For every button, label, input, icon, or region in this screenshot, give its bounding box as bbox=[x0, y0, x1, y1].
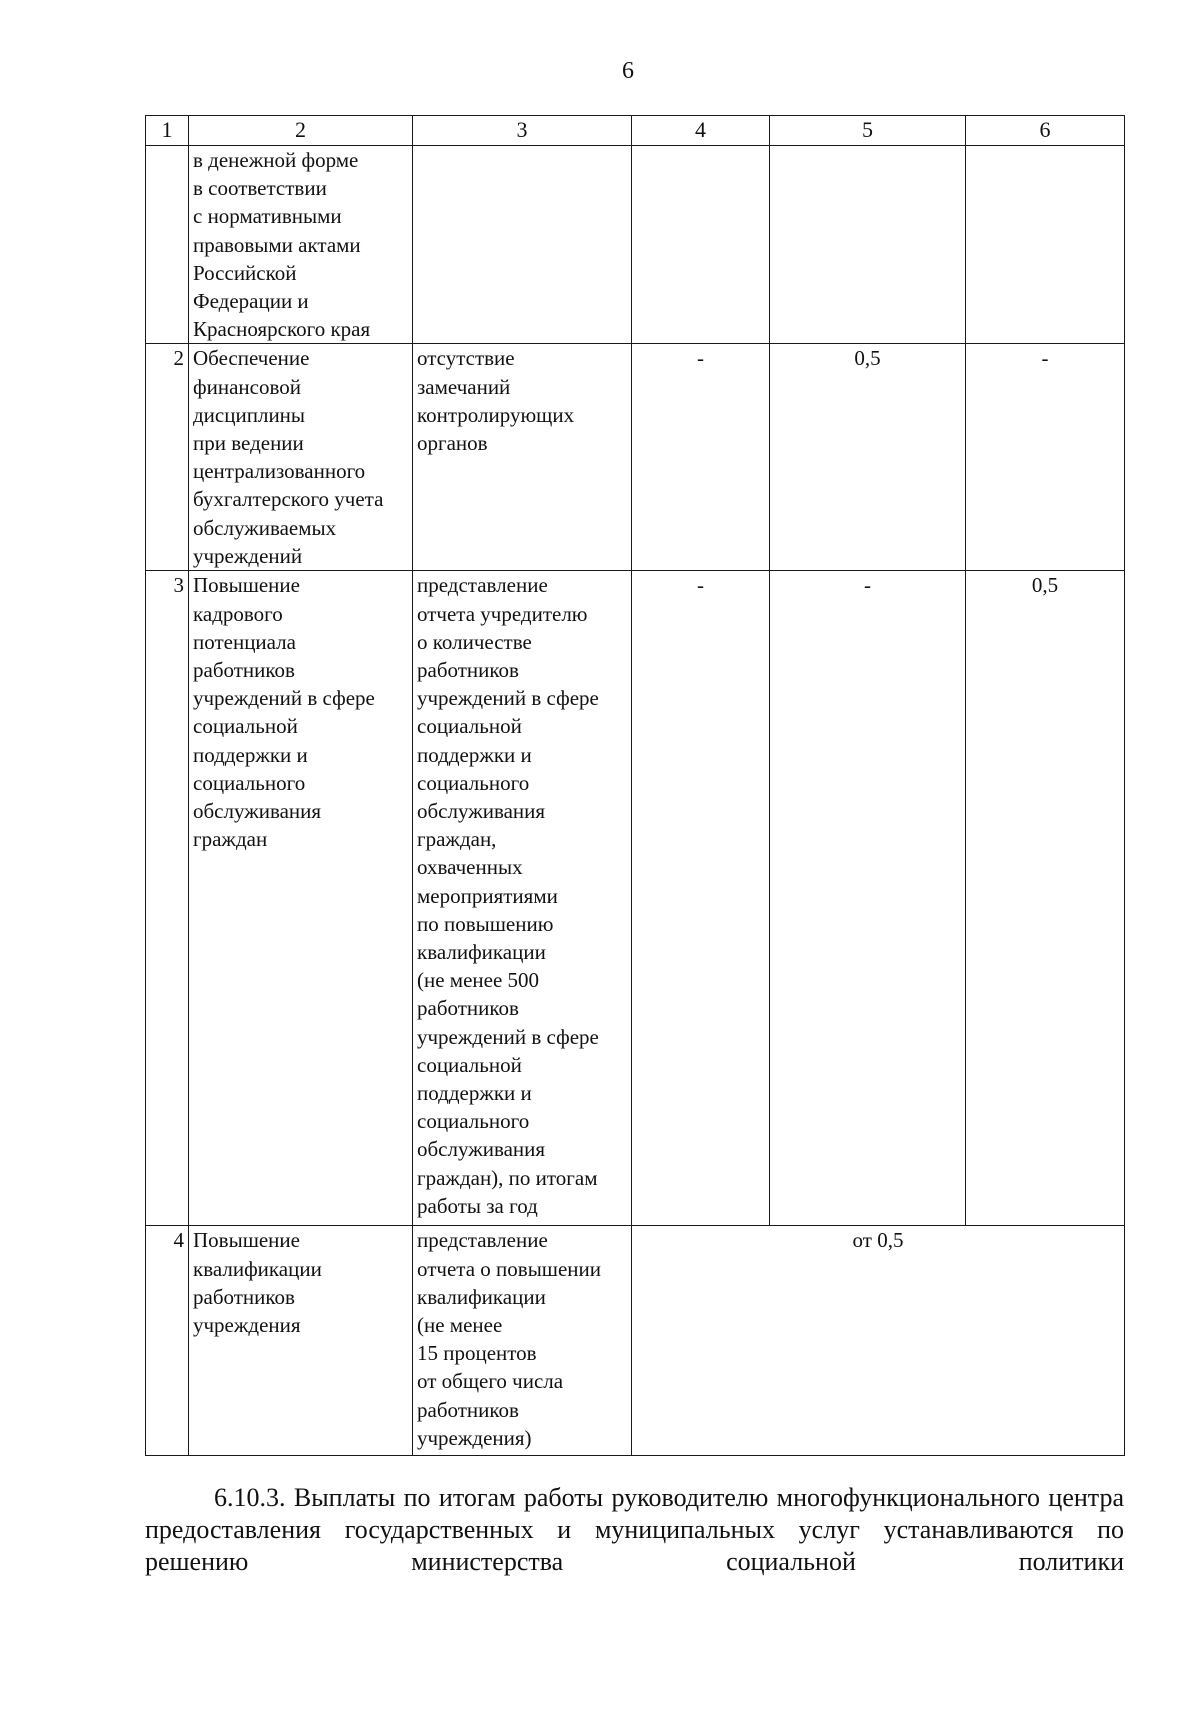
indicator-cell: в денежной форме в соответствии с нормативными правовыми актами Российской Федерации и Красноярского края bbox=[189, 146, 413, 344]
value-col-4: - bbox=[632, 344, 770, 571]
header-col-5: 5 bbox=[770, 116, 966, 146]
condition-cell: представление отчета о повышении квалификации (не менее 15 процентов от общего числа работников учреждения) bbox=[413, 1226, 632, 1456]
row-number: 4 bbox=[146, 1226, 189, 1456]
value-col-6: - bbox=[966, 344, 1125, 571]
paragraph-text: 6.10.3. Выплаты по итогам работы руководителю многофункционального центра предоставления государственных и муниципальных услуг устанавливаются по решению министерства социальной политики bbox=[145, 1483, 1124, 1576]
value-col-6: 0,5 bbox=[966, 571, 1125, 1226]
page-number: 6 bbox=[622, 58, 634, 84]
indicator-cell: Обеспечение финансовой дисциплины при ведении централизованного бухгалтерского учета обслуживаемых учреждений bbox=[189, 344, 413, 571]
indicator-cell: Повышение квалификации работников учреждения bbox=[189, 1226, 413, 1456]
value-col-4 bbox=[632, 146, 770, 344]
merged-value-cell: от 0,5 bbox=[632, 1226, 1125, 1456]
value-col-5 bbox=[770, 146, 966, 344]
table-row bbox=[146, 344, 1125, 571]
table-row bbox=[146, 571, 1125, 1226]
value-col-4: - bbox=[632, 571, 770, 1226]
condition-cell: представление отчета учредителю о количестве работников учреждений в сфере социальной поддержки и социального обслуживания граждан, охваченных мероприятиями по повышению квалификации (не менее 500 работников учреждений в сфере социальной поддержки и социального обслуживания граждан), по итогам работы за год bbox=[413, 571, 632, 1226]
condition-cell bbox=[413, 146, 632, 344]
value-col-6 bbox=[966, 146, 1125, 344]
row-number: 3 bbox=[146, 571, 189, 1226]
header-col-1: 1 bbox=[146, 116, 189, 146]
row-number: 2 bbox=[146, 344, 189, 571]
value-col-5: 0,5 bbox=[770, 344, 966, 571]
condition-cell: отсутствие замечаний контролирующих органов bbox=[413, 344, 632, 571]
header-col-2: 2 bbox=[189, 116, 413, 146]
paragraph-6-10-3 bbox=[145, 1482, 1124, 1578]
table-row bbox=[146, 1226, 1125, 1456]
header-col-6: 6 bbox=[966, 116, 1125, 146]
header-col-3: 3 bbox=[413, 116, 632, 146]
indicator-cell: Повышение кадрового потенциала работников учреждений в сфере социальной поддержки и социального обслуживания граждан bbox=[189, 571, 413, 1226]
value-col-5: - bbox=[770, 571, 966, 1226]
row-number bbox=[146, 146, 189, 344]
table-row bbox=[146, 146, 1125, 344]
header-col-4: 4 bbox=[632, 116, 770, 146]
criteria-table bbox=[145, 115, 1125, 1456]
table-header-row bbox=[146, 116, 1125, 146]
